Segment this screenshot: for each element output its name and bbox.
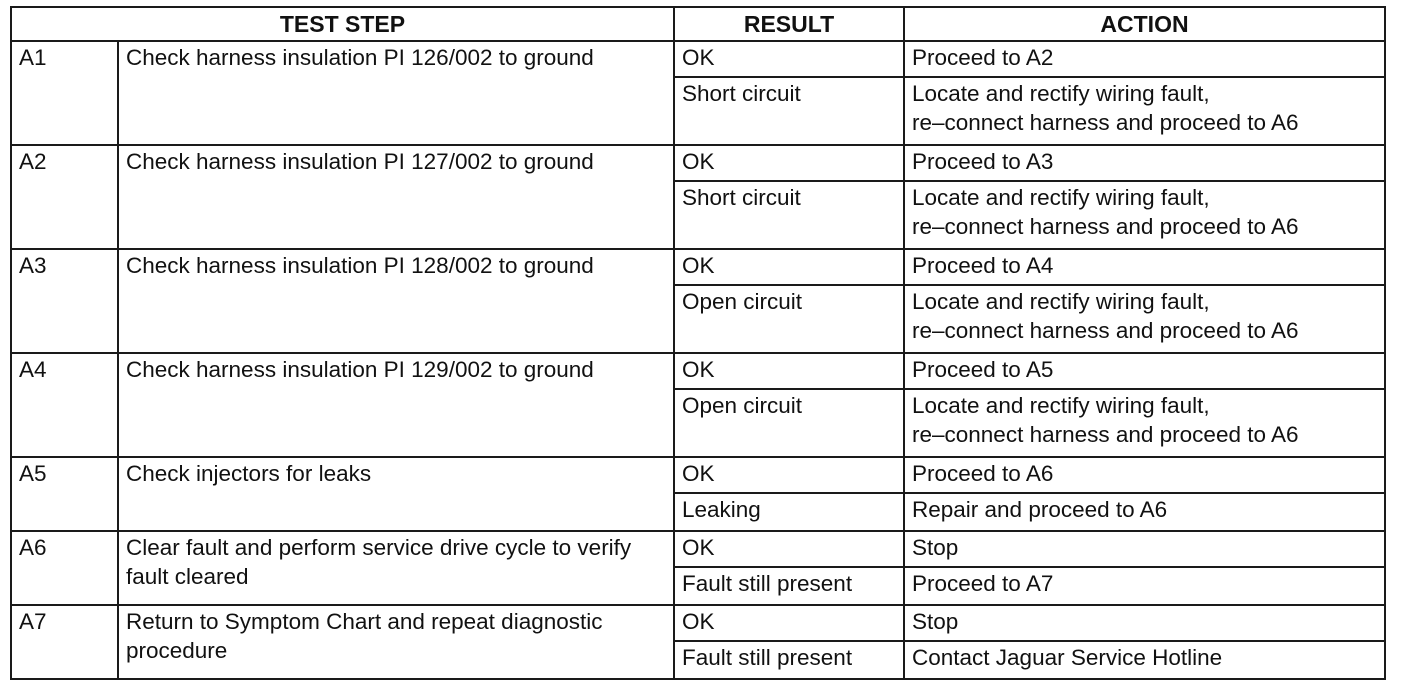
diagnostic-table xyxy=(10,6,1386,680)
table-row xyxy=(11,353,1385,389)
action-line: re–connect harness and proceed to A6 xyxy=(912,110,1299,135)
action-line: Locate and rectify wiring fault, xyxy=(912,289,1210,314)
table-row xyxy=(11,531,1385,567)
header-result: RESULT xyxy=(674,7,904,41)
result-cell: Leaking xyxy=(674,493,904,531)
action-cell xyxy=(904,641,1385,679)
action-cell xyxy=(904,605,1385,641)
result-cell: OK xyxy=(674,145,904,181)
action-cell xyxy=(904,249,1385,285)
result-cell: OK xyxy=(674,249,904,285)
table-row xyxy=(11,605,1385,641)
action-cell xyxy=(904,353,1385,389)
action-line: Locate and rectify wiring fault, xyxy=(912,81,1210,106)
action-cell xyxy=(904,531,1385,567)
result-cell: Short circuit xyxy=(674,181,904,249)
result-cell: Fault still present xyxy=(674,567,904,605)
header-action: ACTION xyxy=(904,7,1385,41)
step-id: A5 xyxy=(11,457,118,531)
action-line: Locate and rectify wiring fault, xyxy=(912,393,1210,418)
steps-body xyxy=(11,41,1385,679)
action-cell xyxy=(904,181,1385,249)
action-line: Repair and proceed to A6 xyxy=(912,497,1168,522)
action-line: Proceed to A6 xyxy=(912,461,1054,486)
step-id: A1 xyxy=(11,41,118,145)
step-description: Check harness insulation PI 128/002 to ground xyxy=(118,249,674,353)
action-line: Proceed to A5 xyxy=(912,357,1054,382)
action-line: Proceed to A7 xyxy=(912,571,1054,596)
action-line: Locate and rectify wiring fault, xyxy=(912,185,1210,210)
result-cell: OK xyxy=(674,353,904,389)
header-test-step: TEST STEP xyxy=(11,7,674,41)
header-row xyxy=(11,7,1385,41)
action-cell xyxy=(904,145,1385,181)
table-row xyxy=(11,145,1385,181)
result-cell: Short circuit xyxy=(674,77,904,145)
result-cell: OK xyxy=(674,457,904,493)
action-cell xyxy=(904,285,1385,353)
step-description: Check injectors for leaks xyxy=(118,457,674,531)
table-row xyxy=(11,457,1385,493)
result-cell: OK xyxy=(674,531,904,567)
step-id: A2 xyxy=(11,145,118,249)
step-id: A4 xyxy=(11,353,118,457)
action-line: Proceed to A3 xyxy=(912,149,1054,174)
action-cell xyxy=(904,567,1385,605)
result-cell: Fault still present xyxy=(674,641,904,679)
action-line: Proceed to A2 xyxy=(912,45,1054,70)
action-line: re–connect harness and proceed to A6 xyxy=(912,214,1299,239)
action-line: Stop xyxy=(912,609,959,634)
result-cell: OK xyxy=(674,605,904,641)
step-id: A6 xyxy=(11,531,118,605)
action-cell xyxy=(904,389,1385,457)
step-id: A3 xyxy=(11,249,118,353)
step-id: A7 xyxy=(11,605,118,679)
result-cell: Open circuit xyxy=(674,285,904,353)
action-line: re–connect harness and proceed to A6 xyxy=(912,318,1299,343)
action-line: re–connect harness and proceed to A6 xyxy=(912,422,1299,447)
action-cell xyxy=(904,77,1385,145)
action-cell xyxy=(904,493,1385,531)
step-description: Check harness insulation PI 129/002 to ground xyxy=(118,353,674,457)
action-cell xyxy=(904,41,1385,77)
action-line: Proceed to A4 xyxy=(912,253,1054,278)
step-description: Return to Symptom Chart and repeat diagnostic procedure xyxy=(118,605,674,679)
step-description: Check harness insulation PI 126/002 to ground xyxy=(118,41,674,145)
action-cell xyxy=(904,457,1385,493)
table-row xyxy=(11,249,1385,285)
action-line: Contact Jaguar Service Hotline xyxy=(912,645,1223,670)
table-row xyxy=(11,41,1385,77)
result-cell: OK xyxy=(674,41,904,77)
step-description: Clear fault and perform service drive cycle to verify fault cleared xyxy=(118,531,674,605)
action-line: Stop xyxy=(912,535,959,560)
step-description: Check harness insulation PI 127/002 to ground xyxy=(118,145,674,249)
result-cell: Open circuit xyxy=(674,389,904,457)
